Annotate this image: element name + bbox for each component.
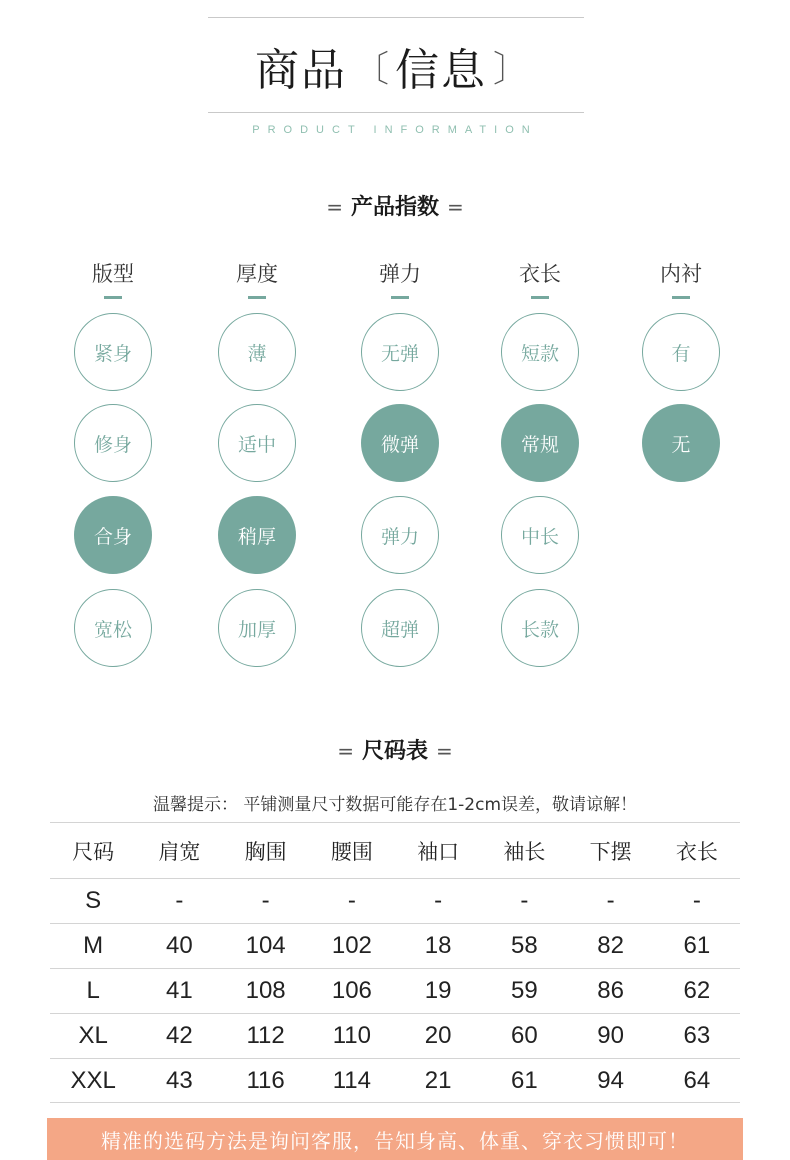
table-cell: XL <box>78 1022 108 1049</box>
table-cell: 63 <box>683 1022 711 1049</box>
title-deco-right: = <box>436 739 453 763</box>
table-row <box>50 1013 740 1058</box>
table-cell: 108 <box>245 977 286 1004</box>
index-option-selected: 合身 <box>74 496 152 574</box>
size-title-text: 尺码表 <box>361 739 428 764</box>
measurement-note: 温馨提示： 平铺测量尺寸数据可能存在1-2cm误差，敬请谅解！ <box>152 795 638 815</box>
title-deco-right: = <box>447 195 464 219</box>
index-option-selected: 稍厚 <box>218 496 296 574</box>
table-cell: 102 <box>331 932 372 959</box>
table-cell: 116 <box>246 1066 285 1094</box>
index-option-selected: 微弹 <box>361 404 439 482</box>
table-cell: 114 <box>332 1066 371 1094</box>
table-cell: M <box>83 932 104 959</box>
page-title <box>0 34 790 98</box>
table-cell: 106 <box>331 977 372 1004</box>
index-column-heading: 弹力 <box>340 258 460 299</box>
index-option: 宽松 <box>74 589 152 667</box>
index-option: 长款 <box>501 589 579 667</box>
table-cell: S <box>85 887 102 914</box>
index-section-title <box>0 190 790 221</box>
index-option-selected: 无 <box>642 404 720 482</box>
table-cell: 18 <box>424 932 452 959</box>
header-bottom-rule <box>208 112 584 113</box>
title-part-1: 商品 <box>254 45 347 96</box>
table-cell: 110 <box>332 1022 371 1049</box>
table-cell: 43 <box>166 1066 193 1094</box>
table-row <box>50 878 740 923</box>
table-cell: 40 <box>166 932 193 959</box>
index-column-heading: 内衬 <box>621 258 741 299</box>
table-cell: 59 <box>511 977 538 1004</box>
index-option: 薄 <box>218 313 296 391</box>
table-cell: 61 <box>683 932 711 959</box>
title-deco-left: = <box>326 195 343 219</box>
table-header-cell: 袖口 <box>417 839 460 864</box>
index-option: 短款 <box>501 313 579 391</box>
size-advice-banner: 精准的选码方法是询问客服，告知身高、体重、穿衣习惯即可！ <box>47 1118 743 1160</box>
table-row <box>50 923 740 968</box>
index-option: 加厚 <box>218 589 296 667</box>
table-cell: XXL <box>70 1066 116 1094</box>
table-cell: 86 <box>597 977 624 1004</box>
table-header-cell: 下摆 <box>589 839 632 864</box>
header-top-rule <box>208 17 584 18</box>
index-column-heading: 版型 <box>53 258 173 299</box>
size-section-title <box>0 734 790 765</box>
table-cell: - <box>434 887 443 914</box>
table-cell: 62 <box>683 977 711 1004</box>
table-header-cell: 腰围 <box>330 839 373 864</box>
table-cell: - <box>347 887 356 914</box>
table-header-cell: 衣长 <box>675 839 718 864</box>
size-table <box>50 822 740 1103</box>
index-column-heading: 衣长 <box>480 258 600 299</box>
title-part-2: 信息 <box>395 45 487 96</box>
bracket-open: 〔 <box>352 48 389 90</box>
index-column-heading: 厚度 <box>197 258 317 299</box>
index-option: 中长 <box>501 496 579 574</box>
table-cell: - <box>692 887 701 914</box>
page-subtitle: PRODUCT INFORMATION <box>252 124 538 136</box>
table-cell: 20 <box>424 1022 452 1049</box>
index-option-selected: 常规 <box>501 404 579 482</box>
table-header-cell: 袖长 <box>503 839 546 864</box>
table-cell: - <box>606 887 615 914</box>
table-header-cell: 肩宽 <box>158 839 201 864</box>
index-option: 弹力 <box>361 496 439 574</box>
table-cell: 90 <box>597 1022 624 1049</box>
table-header-cell: 尺码 <box>72 839 115 864</box>
bracket-close: 〕 <box>493 48 530 90</box>
table-cell: 112 <box>246 1022 285 1049</box>
table-cell: - <box>175 887 184 914</box>
table-header-cell: 胸围 <box>244 839 287 864</box>
table-cell: 82 <box>597 932 624 959</box>
index-option: 修身 <box>74 404 152 482</box>
table-cell: - <box>261 887 270 914</box>
table-cell: 21 <box>424 1066 452 1094</box>
table-row <box>50 1058 740 1103</box>
table-cell: 58 <box>511 932 538 959</box>
table-cell: L <box>86 977 100 1004</box>
table-cell: 42 <box>166 1022 193 1049</box>
table-cell: 60 <box>511 1022 538 1049</box>
index-title-text: 产品指数 <box>350 195 439 220</box>
table-row <box>50 968 740 1013</box>
index-option: 有 <box>642 313 720 391</box>
table-cell: 19 <box>424 977 452 1004</box>
table-cell: 94 <box>597 1066 624 1094</box>
table-cell: 104 <box>245 932 286 959</box>
table-cell: - <box>520 887 529 914</box>
table-cell: 64 <box>683 1066 711 1094</box>
table-header-row <box>50 822 740 878</box>
table-cell: 61 <box>511 1066 538 1094</box>
index-option: 超弹 <box>361 589 439 667</box>
index-option: 适中 <box>218 404 296 482</box>
table-cell: 41 <box>166 977 193 1004</box>
index-option: 无弹 <box>361 313 439 391</box>
index-option: 紧身 <box>74 313 152 391</box>
title-deco-left: = <box>337 739 354 763</box>
